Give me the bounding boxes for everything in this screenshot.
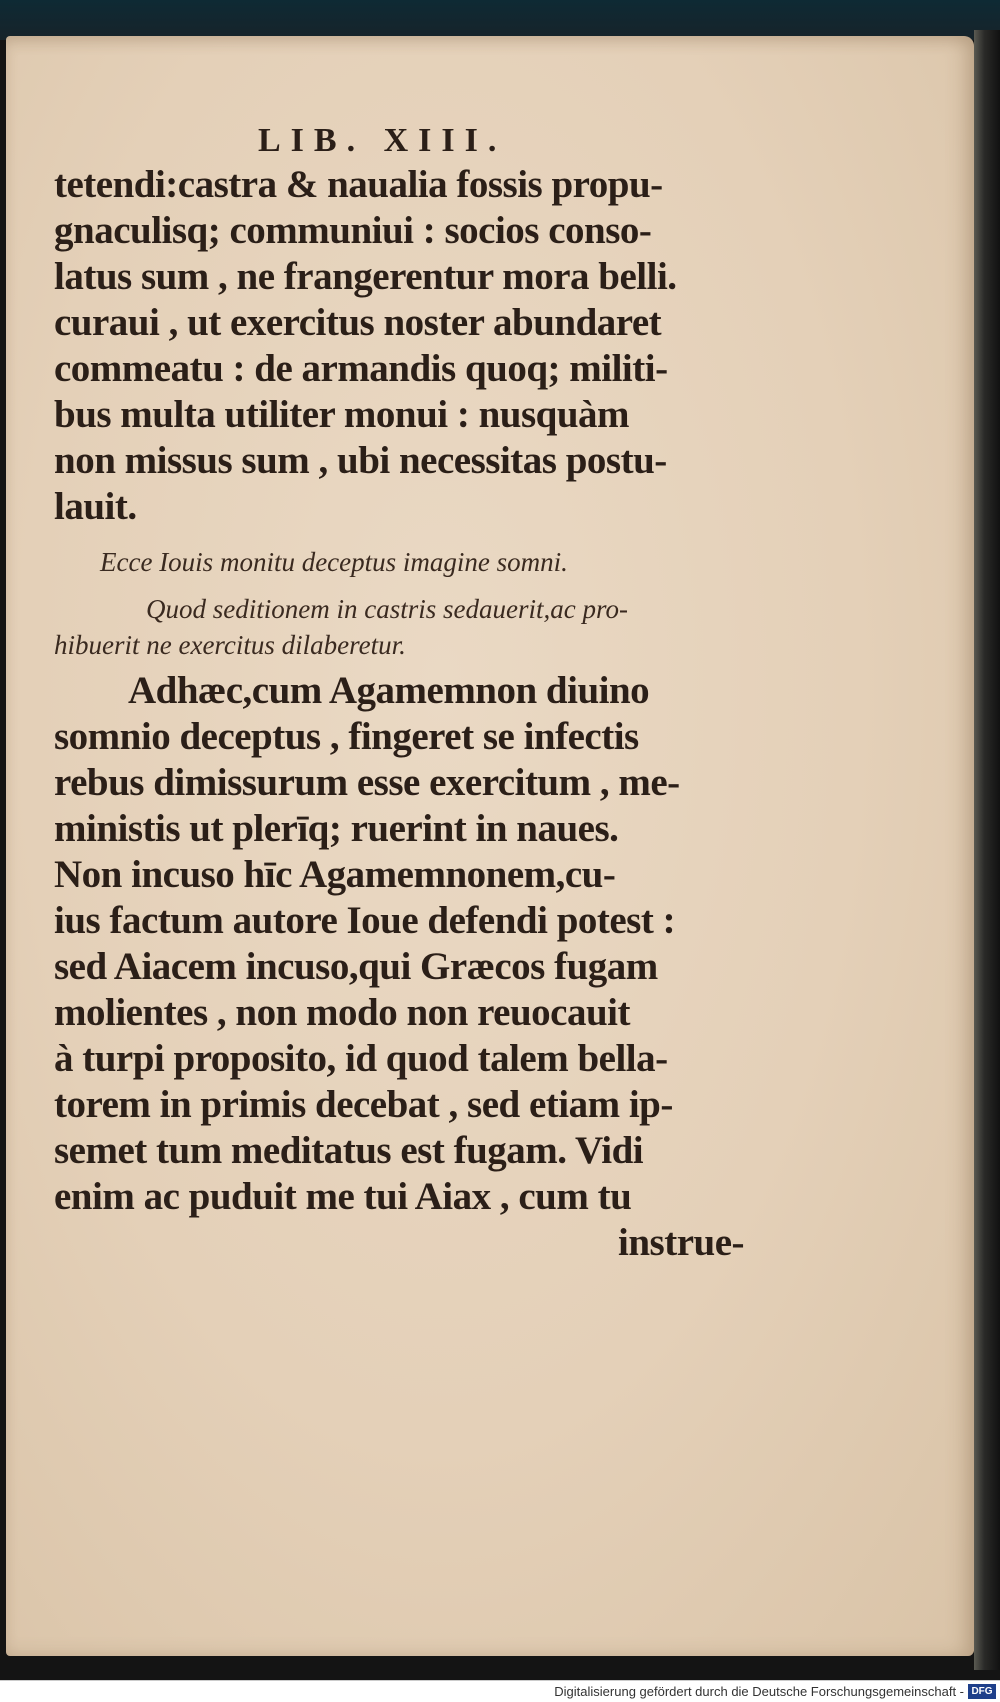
dfg-logo-icon: DFG [968, 1684, 996, 1699]
text-line: Non incuso hīc Agamemnonem,cu- [54, 853, 616, 896]
scan-right-edge [974, 30, 1000, 1670]
text-line: ministis ut plerīq; ruerint in naues. [54, 807, 619, 850]
text-line: bus multa utiliter monui : nusquàm [54, 393, 630, 436]
text-line: torem in primis decebat , sed etiam ip- [54, 1083, 673, 1126]
digitization-footer [0, 1680, 1000, 1702]
text-line: lauit. [54, 485, 137, 528]
text-line: tetendi:castra & naualia fossis propu- [54, 163, 663, 206]
text-line: non missus sum , ubi necessitas postu- [54, 439, 667, 482]
text-line: enim ac puduit me tui Aiax , cum tu [54, 1175, 632, 1218]
text-line: sed Aiacem incuso,qui Græcos fugam [54, 945, 658, 988]
scan-top-border [0, 0, 1000, 40]
text-line: rebus dimissurum esse exercitum , me- [54, 761, 680, 804]
running-header: LIB. XIII. [258, 122, 507, 159]
summary-line: hibuerit ne exercitus dilaberetur. [54, 630, 406, 660]
text-line: curaui , ut exercitus noster abundaret [54, 301, 662, 344]
text-line: semet tum meditatus est fugam. Vidi [54, 1129, 644, 1172]
text-line: Adhæc,cum Agamemnon diuino [128, 669, 650, 712]
text-line: molientes , non modo non reuocauit [54, 991, 630, 1034]
text-line: à turpi proposito, id quod talem bella- [54, 1037, 668, 1080]
text-line: somnio deceptus , fingeret se infectis [54, 715, 639, 758]
text-line: latus sum , ne frangerentur mora belli. [54, 255, 677, 298]
funding-credit: Digitalisierung gefördert durch die Deutsche Forschungsgemeinschaft - [554, 1684, 964, 1699]
catchword: instrue- [618, 1221, 744, 1264]
text-line: ius factum autore Ioue defendi potest : [54, 899, 676, 942]
verse-quote: Ecce Iouis monitu deceptus imagine somni. [100, 547, 568, 577]
text-line: commeatu : de armandis quoq; militi- [54, 347, 668, 390]
summary-line: Quod seditionem in castris sedauerit,ac pro- [146, 594, 628, 624]
text-line: gnaculisq; communiui : socios conso- [54, 209, 652, 252]
